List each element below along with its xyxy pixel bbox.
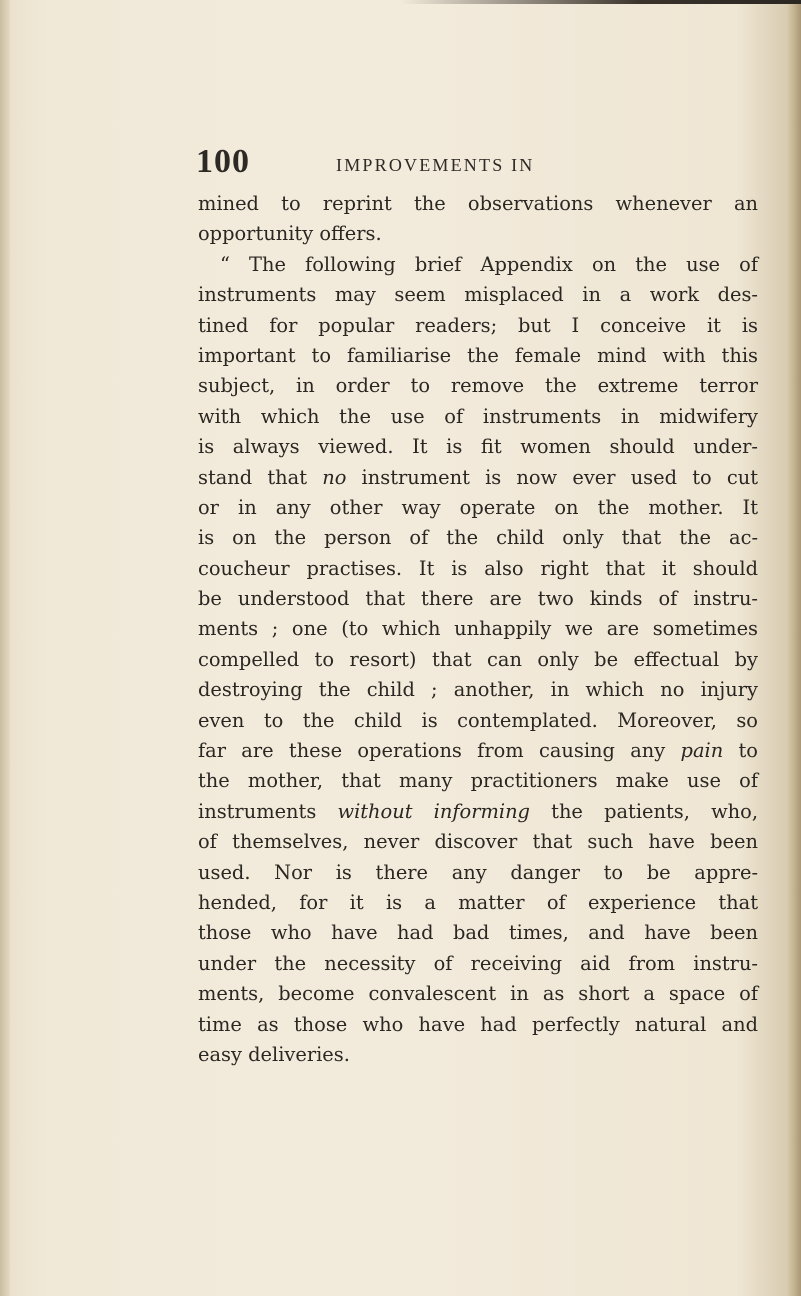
body-text xyxy=(198,189,758,1070)
page-number: 100 xyxy=(196,143,250,180)
page-left-edge xyxy=(0,0,10,1296)
italic-run: without informing xyxy=(337,799,530,823)
text-line: is on the person of the child only that the ac- xyxy=(198,526,758,550)
text-run: to xyxy=(723,739,758,763)
text-line: those who have had bad times, and have been xyxy=(198,921,758,945)
italic-run: pain xyxy=(680,739,724,763)
text-line: time as those who have had perfectly natural and xyxy=(198,1012,758,1036)
top-edge-shadow xyxy=(400,0,801,4)
text-line: hended, for it is a matter of experience that xyxy=(198,890,758,914)
text-line: easy deliveries. xyxy=(198,1042,350,1066)
text-line: with which the use of instruments in midwifery xyxy=(198,404,758,428)
text-run: the patients, who, xyxy=(529,799,759,823)
text-line: used. Nor is there any danger to be appre- xyxy=(198,860,758,884)
text-line: opportunity offers. xyxy=(198,222,382,246)
text-run: instrument is now ever used to cut xyxy=(346,465,758,489)
text-line: instruments may seem misplaced in a work des- xyxy=(198,283,758,307)
italic-run: no xyxy=(322,465,347,489)
text-line: or in any other way operate on the mother. It xyxy=(198,495,758,519)
text-line: important to familiarise the female mind with this xyxy=(198,343,758,367)
text-line: coucheur practises. It is also right that it should xyxy=(198,556,758,580)
text-line xyxy=(198,463,758,493)
text-line: even to the child is contemplated. Moreover, so xyxy=(198,708,758,732)
running-title: IMPROVEMENTS IN xyxy=(336,155,535,175)
text-line: ments, become convalescent in as short a space of xyxy=(198,982,758,1006)
text-line: of themselves, never discover that such have been xyxy=(198,830,758,854)
text-run: instruments xyxy=(198,799,338,823)
text-run: stand that xyxy=(198,465,323,489)
text-line xyxy=(198,797,758,827)
text-line: ments ; one (to which unhappily we are sometimes xyxy=(198,617,758,641)
page-right-edge xyxy=(787,0,801,1296)
text-line: “ The following brief Appendix on the use of xyxy=(220,252,758,276)
text-run: far are these operations from causing any xyxy=(198,739,681,763)
text-line: tined for popular readers; but I conceive it is xyxy=(198,313,758,337)
text-line: is always viewed. It is fit women should under- xyxy=(198,435,758,459)
text-line xyxy=(198,736,758,766)
text-line: the mother, that many practitioners make use of xyxy=(198,769,758,793)
text-line: mined to reprint the observations whenever an xyxy=(198,192,758,215)
text-line: subject, in order to remove the extreme terror xyxy=(198,374,758,398)
text-line: be understood that there are two kinds of instru- xyxy=(198,587,758,611)
text-line: compelled to resort) that can only be effectual by xyxy=(198,647,758,671)
text-line: under the necessity of receiving aid from instru- xyxy=(198,951,758,975)
text-line: destroying the child ; another, in which no injury xyxy=(198,678,758,702)
running-head xyxy=(196,142,756,182)
